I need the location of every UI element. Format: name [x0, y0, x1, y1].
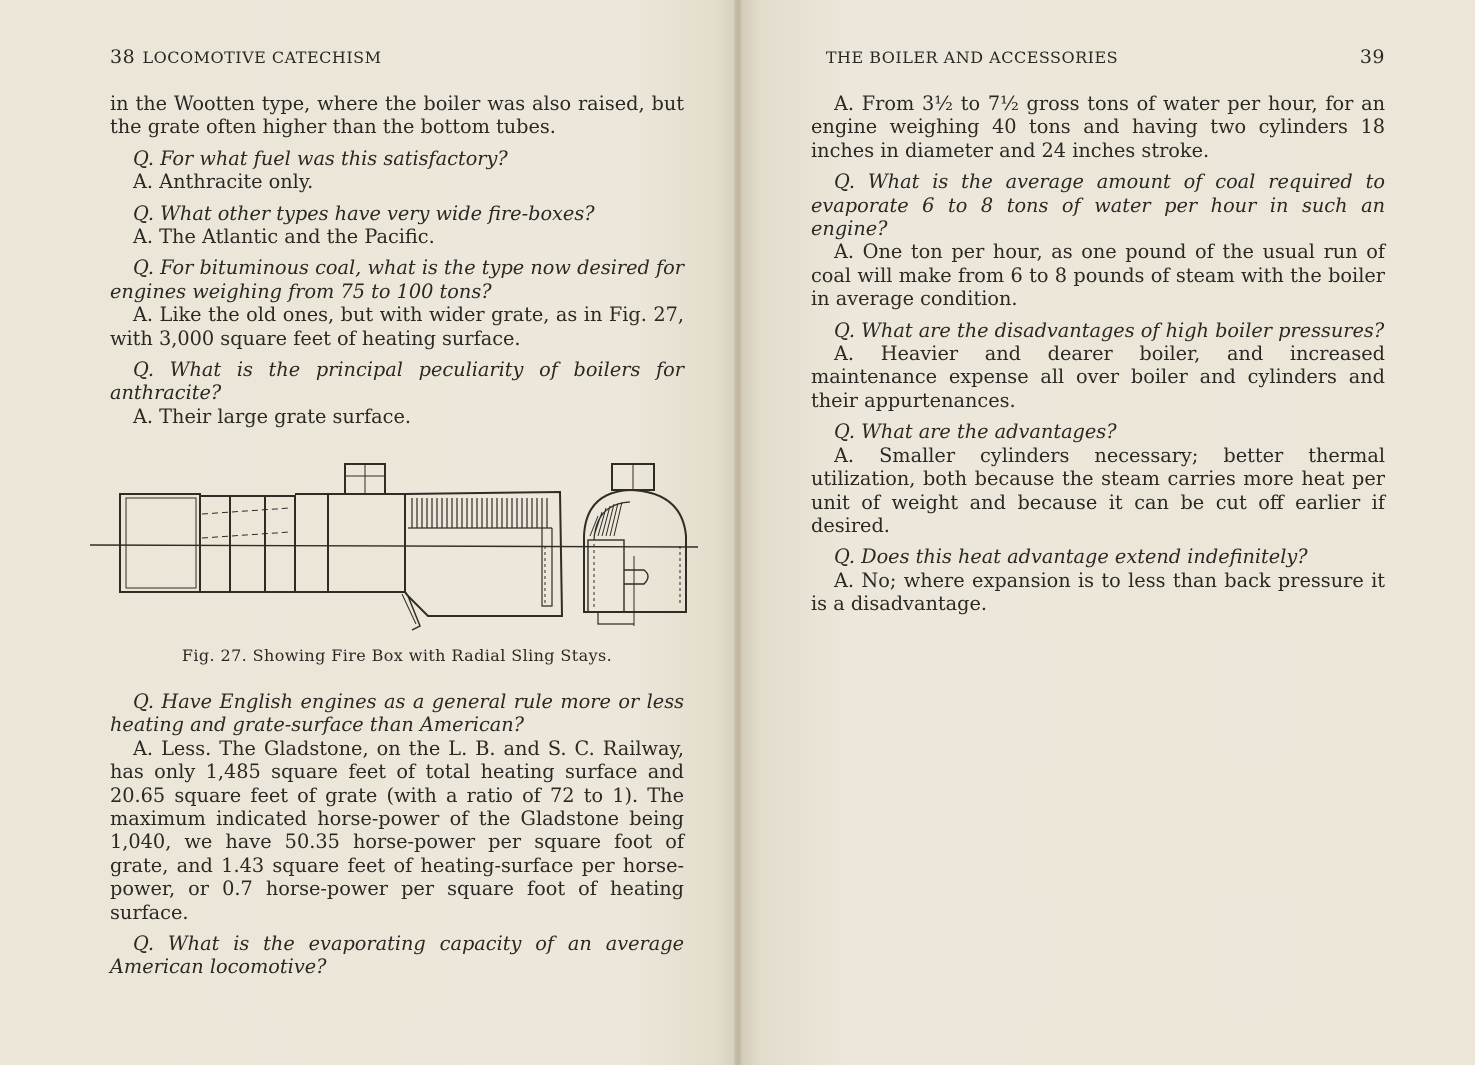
answer: A. Smaller cylinders necessary; better thermal utilization, both because the steam carries more heat per unit of weight and because it can be cut off earlier if desired.	[811, 443, 1385, 537]
answer: A. Like the old ones, but with wider grate, as in Fig. 27, with 3,000 square feet of heating surface.	[110, 303, 684, 350]
answer: A. One ton per hour, as one pound of the usual run of coal will make from 6 to 8 pounds of steam with the boiler in average condition.	[811, 240, 1385, 311]
left-top-text	[110, 92, 684, 428]
right-text	[811, 92, 1385, 616]
answer: A. Heavier and dearer boiler, and increased maintenance expense all over boiler and cylinders and their appurtenances.	[811, 342, 1385, 412]
answer: A. The Atlantic and the Pacific.	[133, 225, 435, 249]
right-running-head: THE BOILER AND ACCESSORIES	[825, 48, 1119, 67]
question: Q. What are the advantages?	[834, 420, 1117, 444]
question: Q. For what fuel was this satisfactory?	[133, 146, 508, 170]
question: Q. What other types have very wide fire-boxes?	[133, 201, 595, 225]
boiler-diagram-figure	[90, 456, 700, 636]
left-page-header	[110, 46, 684, 70]
answer: A. Their large grate surface.	[133, 404, 411, 428]
book-gutter	[734, 0, 742, 1065]
question: Q. Have English engines as a general rule more or less heating and grate-surface than American?	[110, 690, 684, 737]
question: Q. For bituminous coal, what is the type now desired for engines weighing from 75 to 100 tons?	[110, 256, 684, 303]
question: Q. What are the disadvantages of high boiler pressures?	[834, 318, 1385, 342]
answer: A. Anthracite only.	[133, 170, 314, 194]
right-page-header	[811, 46, 1385, 70]
left-page-number: 38	[110, 46, 136, 68]
right-page	[738, 0, 1475, 1065]
question: Q. What is the principal peculiarity of boilers for anthracite?	[110, 358, 684, 405]
question: Q. Does this heat advantage extend indefinitely?	[834, 545, 1308, 569]
paragraph: in the Wootten type, where the boiler was also raised, but the grate often higher than the bottom tubes.	[110, 92, 684, 139]
figure-caption: Fig. 27. Showing Fire Box with Radial Sling Stays.	[181, 646, 613, 665]
answer: A. From 3½ to 7½ gross tons of water per hour, for an engine weighing 40 tons and having two cylinders 18 inches in diameter and 24 inches stroke.	[811, 92, 1385, 162]
question: Q. What is the evaporating capacity of an average American locomotive?	[110, 932, 684, 979]
answer: A. Less. The Gladstone, on the L. B. and S. C. Railway, has only 1,485 square feet of total heating surface and 20.65 square feet of grate (with a ratio of 72 to 1). The maximum indicated horse-power of the Gladstone being 1,040, we have 50.35 horse-power per square foot of grate, and 1.43 square feet of heating-surface per horse-power, or 0.7 horse-power per square foot of heating surface.	[110, 736, 684, 924]
left-bottom-text	[110, 682, 684, 979]
right-page-number: 39	[1359, 46, 1385, 68]
answer: A. No; where expansion is to less than back pressure it is a disadvantage.	[811, 568, 1385, 616]
question: Q. What is the average amount of coal required to evaporate 6 to 8 tons of water per hour in such an engine?	[811, 170, 1385, 241]
left-running-head: LOCOMOTIVE CATECHISM	[142, 48, 382, 67]
